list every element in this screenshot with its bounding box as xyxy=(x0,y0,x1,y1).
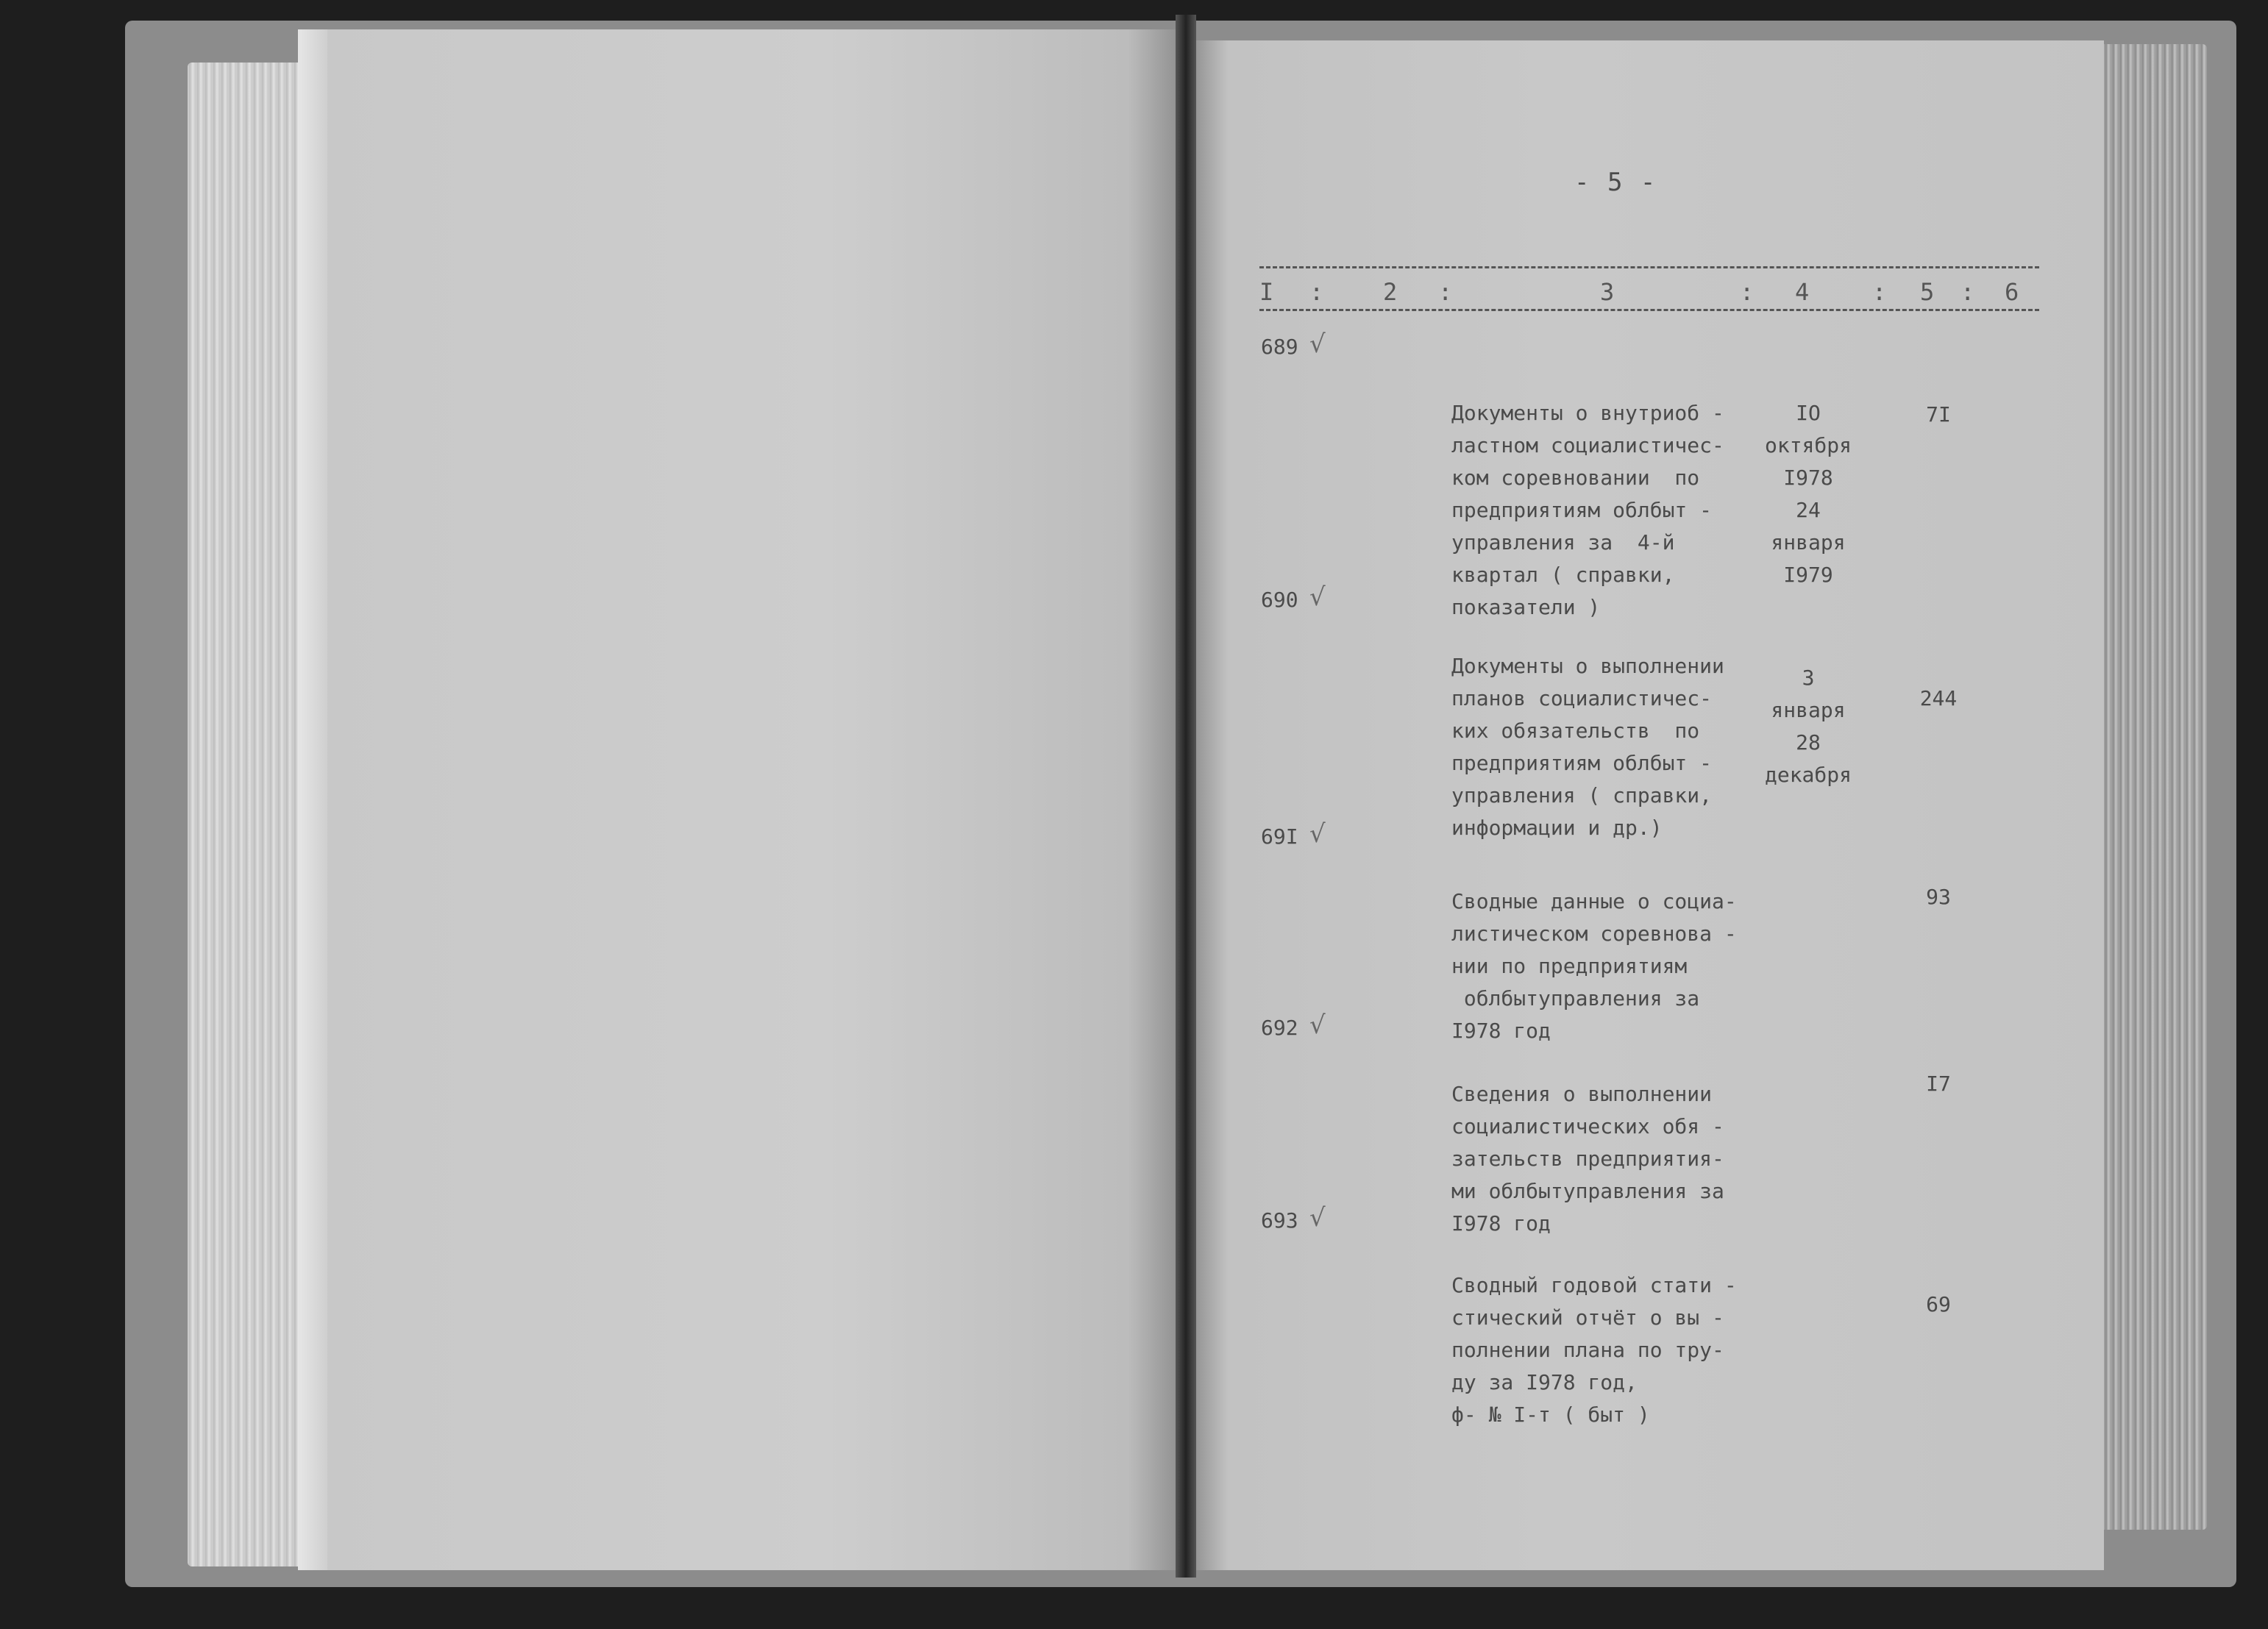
row-title: Сводный годовой стати - стический отчёт о вы - полнении плана по тру- ду за I978 год, ф- № I-т ( быт ) xyxy=(1451,1273,1737,1427)
col-4-header: 4 xyxy=(1795,278,1810,306)
col-3-header: 3 xyxy=(1600,278,1615,306)
row-title: Документы о внутриоб - ластном социалистичес- ком соревновании по предприятиям облбыт - управления за 4-й квартал ( справки, показатели ) xyxy=(1451,401,1724,619)
row-number: 690 xyxy=(1261,588,1298,612)
row-number: 692 xyxy=(1261,1016,1298,1040)
row-number: 689 xyxy=(1261,335,1298,359)
check-mark-icon: √ xyxy=(1309,582,1326,612)
col-sep: : xyxy=(1872,278,1887,306)
page-number: - 5 - xyxy=(1574,168,1657,197)
col-sep: : xyxy=(1960,278,1975,306)
check-mark-icon: √ xyxy=(1309,1010,1326,1040)
header-rule-bottom xyxy=(1259,309,2039,311)
col-5-header: 5 xyxy=(1920,278,1935,306)
col-6-header: 6 xyxy=(2005,278,2019,306)
col-2-header: 2 xyxy=(1383,278,1398,306)
col-1-header: I xyxy=(1259,278,1274,306)
header-rule-top xyxy=(1259,266,2039,268)
check-mark-icon: √ xyxy=(1309,819,1326,849)
row-sheets: 69 xyxy=(1926,1292,1951,1316)
check-mark-icon: √ xyxy=(1309,1203,1326,1233)
check-mark-icon: √ xyxy=(1309,329,1326,359)
row-number: 69I xyxy=(1261,824,1298,849)
row-sheets: 93 xyxy=(1926,885,1951,909)
row-date: IO октября I978 24 января I979 xyxy=(1764,401,1852,587)
row-number: 693 xyxy=(1261,1208,1298,1233)
row-sheets: I7 xyxy=(1926,1072,1951,1096)
col-sep: : xyxy=(1740,278,1755,306)
row-date: 3 января 28 декабря xyxy=(1764,666,1852,787)
row-sheets: 7I xyxy=(1926,402,1951,427)
row-title: Документы о выполнении планов социалистичес- ких обязательств по предприятиям облбыт - управления ( справки, информации и др.) xyxy=(1451,654,1724,840)
row-sheets: 244 xyxy=(1919,686,1958,710)
row-title: Сведения о выполнении социалистических обя - зательств предприятия- ми облбытуправления за I978 год xyxy=(1451,1082,1724,1236)
row-title: Сводные данные о социа- листическом соревнова - нии по предприятиям облбытуправления за I978 год xyxy=(1451,889,1737,1043)
col-sep: : xyxy=(1309,278,1324,306)
col-sep: : xyxy=(1438,278,1453,306)
